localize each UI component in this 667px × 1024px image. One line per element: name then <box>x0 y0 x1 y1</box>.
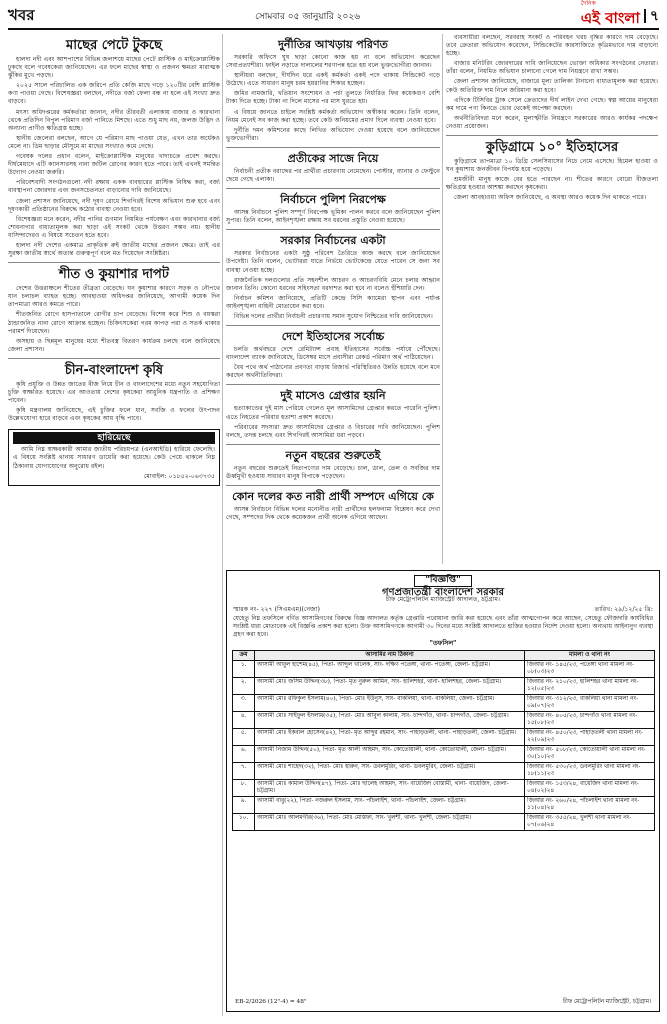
paragraph: এ বিষয়ে জানতে চাইলে সংশ্লিষ্ট কর্মকর্তা অভিযোগ অস্বীকার করেন। তিনি বলেন, নিয়ম মেনেই সব কাজ করা হচ্ছে। তবে কেউ অনিয়মের প্রমাণ দিলে ব্যবস্থা নেওয়া হবে। <box>226 108 440 124</box>
serial-cell: ১০. <box>233 813 255 830</box>
case-cell: জিআর নং- ১৪৫/২৩, পতেঙ্গা থানা মামলা নং- ০৮(০৩)২৩ <box>525 660 655 677</box>
paragraph: আসন্ন নির্বাচনে বিভিন্ন দলের মনোনীত নারী প্রার্থীদের হলফনামা বিশ্লেষণ করে দেখা গেছে, সম্পদের দিক থেকে কয়েকজন প্রার্থী অনেক এগিয়ে আছেন। <box>226 506 440 522</box>
paragraph: বৈধ পথে অর্থ পাঠানোর প্রবণতা বাড়ায় রিজার্ভ পরিস্থিতিরও উন্নতি হয়েছে বলে মনে করছেন অর্থনীতিবিদরা। <box>226 364 440 380</box>
table-row <box>233 779 655 796</box>
column-header: ক্রম <box>233 650 255 660</box>
accused-cell: আসামী আবুল হাশেম(৪৫), পিতা- আব্দুল খালেক, সাং- দক্ষিণ পতেঙ্গা, থানা- পতেঙ্গা, জেলা- চট্টগ্রাম। <box>255 660 525 677</box>
case-cell: জিআর নং- ৪৫০/২৩, পাহাড়তলী থানা মামলা নং- ২২(০৯)২৩ <box>525 728 655 745</box>
paragraph: জেলা প্রশাসন জানিয়েছে, নদী দূষণ রোধে শিগগিরই বিশেষ অভিযান শুরু হবে এবং দূষণকারী প্রতিষ্ঠানের বিরুদ্ধে কঠোর ব্যবস্থা নেওয়া হবে। <box>8 197 220 213</box>
column-3 <box>446 34 658 564</box>
paragraph: গবেষক দলের প্রধান বলেন, মাইক্রোপ্লাস্টিক মানুষের খাদ্যচক্রে প্রবেশ করছে। দীর্ঘমেয়াদে এটি ক্যানসারসহ নানা জটিল রোগের কারণ হতে পারে। তাই এখনই সমন্বিত উদ্যোগ নেওয়া জরুরি। <box>8 153 220 177</box>
headline: নির্বাচনে পুলিশ নিরপেক্ষ <box>280 193 386 207</box>
memo-number: স্মারক নং- ২২৭ (সিএমএম)(নেজা) <box>233 605 320 613</box>
paragraph: হালদা নদী দেশের একমাত্র প্রাকৃতিক রুই জাতীয় মাছের প্রজনন ক্ষেত্র। তাই এর সুরক্ষা জাতীয় স্বার্থে অত্যন্ত গুরুত্বপূর্ণ বলে মত দিয়েছেন সংশ্লিষ্টরা। <box>8 241 220 258</box>
accused-cell: আসামী বাবু(২২), পিতা- নজরুল ইসলাম, সাং- পাঁচলাইশ, থানা- পাঁচলাইশ, জেলা- চট্টগ্রাম। <box>255 796 525 813</box>
table-header-row <box>233 650 655 660</box>
paragraph: মৎস্য অধিদপ্তরের কর্মকর্তারা জানান, নদীর তীরবর্তী এলাকায় বাজার ও কারখানা থেকে প্রতিদিন বিপুল পরিমাণ বর্জ্য পানিতে মিশছে। এতে শুধু মাছ নয়, জলজ উদ্ভিদ ও অন্যান্য প্রাণীও ক্ষতিগ্রস্ত হচ্ছে। <box>8 108 220 132</box>
serial-cell: ৮. <box>233 779 255 796</box>
notice-body: যেহেতু নিম্ন তফসিলে বর্ণিত আসামিগণের বিরুদ্ধে বিজ্ঞ আদালত কর্তৃক গ্রেপ্তারি পরোয়ানা জারি করা হয়েছে এবং তাঁরা আত্মগোপন করে আছেন, সেহেতু ফৌজদারি কার্যবিধির সংশ্লিষ্ট ধারা মোতাবেক এই বিজ্ঞপ্তি প্রকাশ করা হলো। উক্ত আসামিগণকে আগামী ৩০ দিনের মধ্যে সংশ্লিষ্ট আদালতে হাজির হওয়ার নির্দেশ দেওয়া হলো। অন্যথায় আইনানুগ ব্যবস্থা গ্রহণ করা হবে। <box>233 615 653 638</box>
story-divider <box>226 444 440 445</box>
table-row <box>233 660 655 677</box>
notice-header <box>227 571 659 604</box>
paragraph: নির্বাচন কমিশন জানিয়েছে, প্রতিটি কেন্দ্রে সিসি ক্যামেরা স্থাপন এবং পর্যাপ্ত আইনশৃঙ্খলা বাহিনী মোতায়েন করা হবে। <box>226 294 440 310</box>
case-cell: জিআর নং- ৪০৫/২৩, চান্দগাঁও থানা মামলা নং- ১৫(০৮)২৩ <box>525 711 655 728</box>
accused-cell: আসামী মোঃ সাইফুল ইসলাম(৩৫), পিতা- মোঃ আবুল কালাম, সাং- চান্দগাঁও, থানা- চান্দগাঁও, জেলা- চট্টগ্রাম। <box>255 711 525 728</box>
issue-date: সোমবার ০৫ জানুয়ারি ২০২৬ <box>255 11 361 22</box>
paragraph: সরকার নির্বাচনের একটা সুষ্ঠু পরিবেশ তৈরিতে কাজ করছে বলে জানিয়েছেন উপদেষ্টা। তিনি বলেন, ভোটাররা যাতে নির্ভয়ে ভোটকেন্দ্রে যেতে পারেন সে জন্য সব ব্যবস্থা নেওয়া হচ্ছে। <box>226 250 440 274</box>
paragraph: শীতজনিত রোগে হাসপাতালে রোগীর চাপ বেড়েছে। বিশেষ করে শিশু ও বয়স্করা ঠান্ডাজনিত নানা রোগে আক্রান্ত হচ্ছেন। চিকিৎসকেরা গরম কাপড় পরা ও সতর্ক থাকার পরামর্শ দিয়েছেন। <box>8 311 220 335</box>
story-divider <box>226 485 440 486</box>
paragraph: সরকারি অফিসে ঘুষ ছাড়া কোনো কাজ হয় না বলে অভিযোগ করেছেন সেবাপ্রত্যাশীরা। ফাইল নড়াতে দালালের শরণাপন্ন হতে হয় বলে ভুক্তভোগীরা জানান। <box>226 54 440 70</box>
paragraph: নতুন বছরের শুরুতেই নিত্যপণ্যের দাম বেড়েছে। চাল, ডাল, তেল ও সবজির দাম ঊর্ধ্বমুখী হওয়ায় সাধারণ মানুষ বিপাকে পড়েছেন। <box>226 464 440 480</box>
paragraph: জেলা প্রশাসন জানিয়েছে, বাজারে মূল্য তালিকা টানানো বাধ্যতামূলক করা হয়েছে। কেউ অতিরিক্ত দাম নিলে জরিমানা করা হবে। <box>446 78 658 94</box>
court-notice <box>226 570 660 1012</box>
headline: চীন-বাংলাদেশ কৃষি <box>64 362 164 378</box>
notice-tag: "বিজ্ঞপ্তি" <box>414 575 472 587</box>
lost-notice-title: হারিয়েছে <box>13 432 215 444</box>
table-body <box>233 660 655 830</box>
paragraph: অর্থনীতিবিদরা মনে করেন, মূল্যস্ফীতি নিয়ন্ত্রণে সরকারের আরও কার্যকর পদক্ষেপ নেওয়া প্রয়োজন। <box>446 114 658 130</box>
column-2 <box>226 34 440 564</box>
section-label: খবর <box>8 5 35 24</box>
paragraph: ব্যবসায়ীরা বলছেন, সরবরাহ সংকট ও পরিবহন খরচ বৃদ্ধির কারণে দাম বেড়েছে। তবে ক্রেতারা অভিযোগ করেছেন, সিন্ডিকেটের কারসাজিতে কৃত্রিমভাবে দাম বাড়ানো হচ্ছে। <box>446 34 658 58</box>
table-row <box>233 711 655 728</box>
page-number: ৭ <box>649 8 659 24</box>
notice-footer <box>235 999 651 1007</box>
serial-cell: ২. <box>233 677 255 694</box>
serial-cell: ৯. <box>233 796 255 813</box>
lost-notice-text: আমি নিম্ন স্বাক্ষরকারী আমার জাতীয় পরিচয়পত্র (এনআইডি) হারিয়ে ফেলেছি। এ বিষয়ে সংশ্লিষ্ট থানায় সাধারণ ডায়েরি করা হয়েছে। কেউ পেয়ে থাকলে নিম্ন ঠিকানায় যোগাযোগের অনুরোধ রইল। <box>13 446 215 470</box>
case-cell: জিআর নং- ২৬০/২৪, পাঁচলাইশ থানা মামলা নং- ১১(০৪)২৪ <box>525 796 655 813</box>
paragraph: আসন্ন নির্বাচনে পুলিশ সম্পূর্ণ নিরপেক্ষ ভূমিকা পালন করবে বলে জানিয়েছেন পুলিশ সুপার। তিনি বলেন, আইনশৃঙ্খলা রক্ষায় সব ধরনের প্রস্তুতি নেওয়া হয়েছে। <box>226 209 440 225</box>
serial-cell: ৬. <box>233 745 255 762</box>
page-header <box>8 0 659 30</box>
notice-reference <box>227 604 659 616</box>
story-divider <box>8 358 220 359</box>
table-row <box>233 813 655 830</box>
column-divider <box>442 34 443 564</box>
headline: দুর্নীতির আখড়ায় পরিণত <box>278 38 388 51</box>
paragraph: কুড়িগ্রামে তাপমাত্রা ১০ ডিগ্রি সেলসিয়াসের নিচে নেমে এসেছে। হিমেল হাওয়া ও ঘন কুয়াশায় জনজীবন বিপর্যস্ত হয়ে পড়েছে। <box>446 158 658 174</box>
headline: শীত ও কুয়াশার দাপট <box>59 267 169 283</box>
lost-notice <box>8 429 220 485</box>
notice-signature: চীফ মেট্রোপলিটন ম্যাজিস্ট্রেট, চট্টগ্রাম। <box>562 999 651 1006</box>
table-row <box>233 728 655 745</box>
paragraph: কৃষি মন্ত্রণালয় জানিয়েছে, এই চুক্তির ফলে ধান, সবজি ও ফলের উৎপাদন উল্লেখযোগ্য হারে বাড়বে এবং কৃষকের আয় বৃদ্ধি পাবে। <box>8 407 220 423</box>
accused-cell: আসামী মোঃ আলমগীর(৩৬), পিতা- মোঃ মোস্তফা, সাং- খুলশী, থানা- খুলশী, জেলা- চট্টগ্রাম। <box>255 813 525 830</box>
serial-cell: ৪. <box>233 711 255 728</box>
serial-cell: ১. <box>233 660 255 677</box>
case-cell: জিআর নং- ২১০/২৩, হালিশহর থানা মামলা নং- ১২(০৫)২৩ <box>525 677 655 694</box>
paragraph: জেলা আবহাওয়া অফিস জানিয়েছে, এ অবস্থা আরও কয়েক দিন থাকতে পারে। <box>454 194 647 202</box>
paragraph: বাজার মনিটরিং জোরদারের দাবি জানিয়েছেন ভোক্তা অধিকার সংগঠনের নেতারা। তাঁরা বলেন, নিয়মিত অভিযান চালানো গেলে দাম নিয়ন্ত্রণে রাখা সম্ভব। <box>446 60 658 76</box>
headline: দুই মাসেও গ্রেপ্তার হয়নি <box>280 389 386 403</box>
paragraph: বিশেষজ্ঞরা মনে করেন, নদীর পানির গুণমান নিয়মিত পর্যবেক্ষণ এবং কারখানার বর্জ্য শোধনাগার বাধ্যতামূলক করা ছাড়া এই সংকট থেকে উত্তরণ সম্ভব নয়। স্থানীয় বাসিন্দাদেরও এ বিষয়ে সচেতন হতে হবে। <box>8 215 220 239</box>
accused-cell: আসামী মোঃ জসিম উদ্দিন(৩৮), পিতা- মৃত নুরুল আমিন, সাং- হালিশহর, থানা- হালিশহর, জেলা- চট্টগ্রাম। <box>255 677 525 694</box>
brand-logo: এই বাংলা <box>580 8 640 27</box>
paragraph: নির্বাচনী প্রতীক বরাদ্দের পর প্রার্থীরা প্রচারণায় নেমেছেন। পোস্টার, ব্যানার ও ফেস্টুনে ছেয়ে গেছে এলাকা। <box>226 167 440 184</box>
headline: দেশে ইতিহাসের সর্বোচ্চ <box>281 330 385 344</box>
accused-cell: আসামী মোঃ কামাল উদ্দিন(৪৭), পিতা- মোঃ ছালেহ আহমদ, সাং- বায়েজিদ বোস্তামী, থানা- বায়েজিদ, জেলা- চট্টগ্রাম। <box>255 779 525 796</box>
table-row <box>233 762 655 779</box>
story-divider <box>226 147 440 148</box>
headline: কোন দলের কত নারী প্রার্থী সম্পদে এগিয়ে কে <box>232 490 434 503</box>
paragraph: হত্যাকাণ্ডের দুই মাস পেরিয়ে গেলেও মূল আসামিদের গ্রেপ্তার করতে পারেনি পুলিশ। এতে নিহতের পরিবার হতাশা প্রকাশ করেছে। <box>226 405 440 421</box>
paragraph: শ্রমজীবী মানুষ কাজে বের হতে পারছেন না। শীতের কারণে বোরো বীজতলা ক্ষতিগ্রস্ত হওয়ার আশঙ্কা করছেন কৃষকেরা। <box>446 176 658 192</box>
table-row <box>233 745 655 762</box>
story-divider <box>226 229 440 230</box>
story-divider <box>226 384 440 385</box>
column-1 <box>8 34 220 1016</box>
paragraph: কৃষি প্রযুক্তি ও উন্নত জাতের বীজ নিয়ে চীন ও বাংলাদেশের মধ্যে নতুন সহযোগিতা চুক্তি স্বাক্ষরিত হয়েছে। এর আওতায় দেশের কৃষকেরা আধুনিক যন্ত্রপাতি ও প্রশিক্ষণ পাবেন। <box>8 380 220 405</box>
headline: নতুন বছরের শুরুতেই <box>285 448 381 462</box>
column-divider <box>222 34 223 1016</box>
story-divider <box>226 325 440 326</box>
table-row <box>233 796 655 813</box>
case-cell: জিআর নং- ১৫৩/২৪, বায়েজিদ থানা মামলা নং- ০৪(০২)২৪ <box>525 779 655 796</box>
paragraph: রাজনৈতিক দলগুলোর প্রতি সহনশীল আচরণ ও আচরণবিধি মেনে চলার আহ্বান জানান তিনি। কোনো ধরনের সহিংসতা বরদাশত করা হবে না বলেও হুঁশিয়ারি দেন। <box>226 276 440 292</box>
memo-date: তারিখ: ২৯/১২/২৫ খ্রি: <box>594 605 653 613</box>
accused-cell: আসামী মোঃ ইকবাল হোসেন(৪২), পিতা- মৃত আব্দুর রহমান, সাং- পাহাড়তলী, থানা- পাহাড়তলী, জেলা- চট্টগ্রাম। <box>255 728 525 745</box>
paragraph: পরিবারের সদস্যরা দ্রুত আসামিদের গ্রেপ্তার ও বিচারের দাবি জানিয়েছেন। পুলিশ বলছে, তদন্ত চলছে এবং শিগগিরই আসামিরা ধরা পড়বে। <box>226 423 440 439</box>
serial-cell: ৫. <box>233 728 255 745</box>
story-divider <box>226 188 440 189</box>
paragraph: এদিকে টিসিবির ট্রাক সেলে ক্রেতাদের দীর্ঘ লাইন দেখা গেছে। স্বল্প আয়ের মানুষেরা কম দামে পণ্য কিনতে ভোর থেকেই অপেক্ষা করছেন। <box>446 96 658 112</box>
paragraph: স্থানীয় জেলেরা বলছেন, আগে যে পরিমাণ মাছ পাওয়া যেত, এখন তার অর্ধেকও মেলে না। ডিম ছাড়ার মৌসুমে মা মাছের সংখ্যাও কমে গেছে। <box>8 134 220 150</box>
headline: সরকার নির্বাচনের একটা <box>280 234 386 248</box>
story-divider <box>446 135 658 136</box>
notice-government: গণপ্রজাতন্ত্রী বাংলাদেশ সরকার <box>382 586 504 598</box>
serial-cell: ৩. <box>233 694 255 711</box>
ad-code: EB-2/2026 (12"-4) = 48" <box>235 999 307 1006</box>
lost-notice-contact: মোবাইল: ০১৮৫২-০৬৩৭৩৫ <box>143 472 215 480</box>
paragraph: পরিবেশবাদী সংগঠনগুলো নদী রক্ষায় একক ব্যবহারের প্লাস্টিক নিষিদ্ধ করা, বর্জ্য ব্যবস্থাপনা জোরদার এবং জনসচেতনতা বাড়ানোর দাবি জানিয়েছে। <box>8 179 220 195</box>
accused-cell: আসামী নিজাম উদ্দিন(৫০), পিতা- মৃত আলী আহমদ, সাং- কোতোয়ালী, থানা- কোতোয়ালী, জেলা- চট্টগ্রাম। <box>255 745 525 762</box>
story-body <box>8 56 220 258</box>
paragraph: দেশের উত্তরাঞ্চলে শীতের তীব্রতা বেড়েছে। ঘন কুয়াশার কারণে সড়ক ও নৌপথে যান চলাচল ব্যাহত হচ্ছে। আবহাওয়া অধিদপ্তর জানিয়েছে, আগামী কয়েক দিন তাপমাত্রা আরও কমতে পারে। <box>8 285 220 309</box>
paragraph: ২০২৫ সালে পরিচালিত এক জরিপে প্রতি কেজি মাছে গড়ে ১২০টির বেশি প্লাস্টিক কণা পাওয়া গেছে। বিশেষজ্ঞরা বলছেন, নদীতে বর্জ্য ফেলা বন্ধ না হলে এই সংখ্যা দ্রুত বাড়বে। <box>8 82 220 106</box>
story-divider <box>8 262 220 263</box>
paragraph: হালদা নদী এবং আশপাশের বিভিন্ন জলাশয়ে মাছের পেটে প্লাস্টিক ও মাইক্রোপ্লাস্টিক ঢুকছে বলে গবেষকেরা জানিয়েছেন। এর ফলে মাছের স্বাস্থ্য ও প্রজনন ক্ষমতা মারাত্মক ঝুঁকির মুখে পড়ছে। <box>8 56 220 80</box>
accused-table <box>232 650 655 831</box>
paragraph: চলতি অর্থবছরে দেশে রেমিট্যান্স প্রবাহ ইতিহাসের সর্বোচ্চ পর্যায়ে পৌঁছেছে। বাংলাদেশ ব্যাংক জানিয়েছে, ডিসেম্বর মাসে প্রবাসীরা রেকর্ড পরিমাণ অর্থ পাঠিয়েছেন। <box>226 346 440 362</box>
paragraph: দুর্নীতি দমন কমিশনের কাছে লিখিত অভিযোগ দেওয়া হয়েছে বলে জানিয়েছেন ভুক্তভোগীরা। <box>226 126 440 142</box>
case-cell: জিআর নং- ৩১২/২৩, বাকলিয়া থানা মামলা নং- ০৯(০৭)২৩ <box>525 694 655 711</box>
case-cell: জিআর নং- ৩৫৫/২৪, খুলশী থানা মামলা নং- ০৭(০৬)২৪ <box>525 813 655 830</box>
header-divider <box>644 9 646 23</box>
headline: কুড়িগ্রামে ১০° ইতিহাসের <box>485 140 619 156</box>
paragraph: স্থানীয়রা বলছেন, দীর্ঘদিন ধরে একই কর্মকর্তা একই পদে থাকায় সিন্ডিকেট গড়ে উঠেছে। এতে সাধারণ মানুষ চরম হয়রানির শিকার হচ্ছেন। <box>226 72 440 88</box>
column-header: আসামির নাম ঠিকানা <box>255 650 525 660</box>
accused-cell: আসামী মোঃ রফিকুল ইসলাম(৪০), পিতা- মোঃ ইউনুস, সাং- বাকলিয়া, থানা- বাকলিয়া, জেলা- চট্টগ্রাম। <box>255 694 525 711</box>
case-cell: জিআর নং- ৫০৮/২৩, কোতোয়ালী থানা মামলা নং- ৩০(১০)২৩ <box>525 745 655 762</box>
paragraph: বিভিন্ন দলের প্রার্থীরা নির্বাচনী প্রচারণায় সমান সুযোগ নিশ্চিতের দাবি জানিয়েছেন। <box>234 312 433 320</box>
headline: মাছের পেটে টুকছে <box>66 38 162 53</box>
notice-office: চীফ মেট্রোপলিটন ম্যাজিস্ট্রেট আদালত, চট্টগ্রাম। <box>386 596 500 604</box>
headline: প্রতীকের সাজে নিয়ে <box>287 151 379 165</box>
paragraph: জমির নামজারি, খতিয়ান সংশোধন ও পর্চা তুলতে নির্ধারিত ফির কয়েকগুণ বেশি টাকা দিতে হচ্ছে। টাকা না দিলে মাসের পর মাস ঘুরতে হয়। <box>226 90 440 106</box>
accused-cell: আসামী মোঃ শাহেদ(৩২), পিতা- মোঃ হারুন, সাং- ডবলমুরিং, থানা- ডবলমুরিং, জেলা- চট্টগ্রাম। <box>255 762 525 779</box>
table-row <box>233 694 655 711</box>
column-header: মামলা ও থানা নং <box>525 650 655 660</box>
case-cell: জিআর নং- ৫৩০/২৩, ডবলমুরিং থানা মামলা নং- ১৮(১১)২৩ <box>525 762 655 779</box>
paragraph: অসহায় ও ছিন্নমূল মানুষের মধ্যে শীতবস্ত্র বিতরণ কার্যক্রম চলছে বলে জানিয়েছে জেলা প্রশাসন। <box>8 337 220 353</box>
masthead <box>581 1 659 32</box>
table-row <box>233 677 655 694</box>
brand-tagline: দৈনিক <box>580 0 596 7</box>
notice-annex-title: "তফসিল" <box>429 639 457 648</box>
serial-cell: ৭. <box>233 762 255 779</box>
